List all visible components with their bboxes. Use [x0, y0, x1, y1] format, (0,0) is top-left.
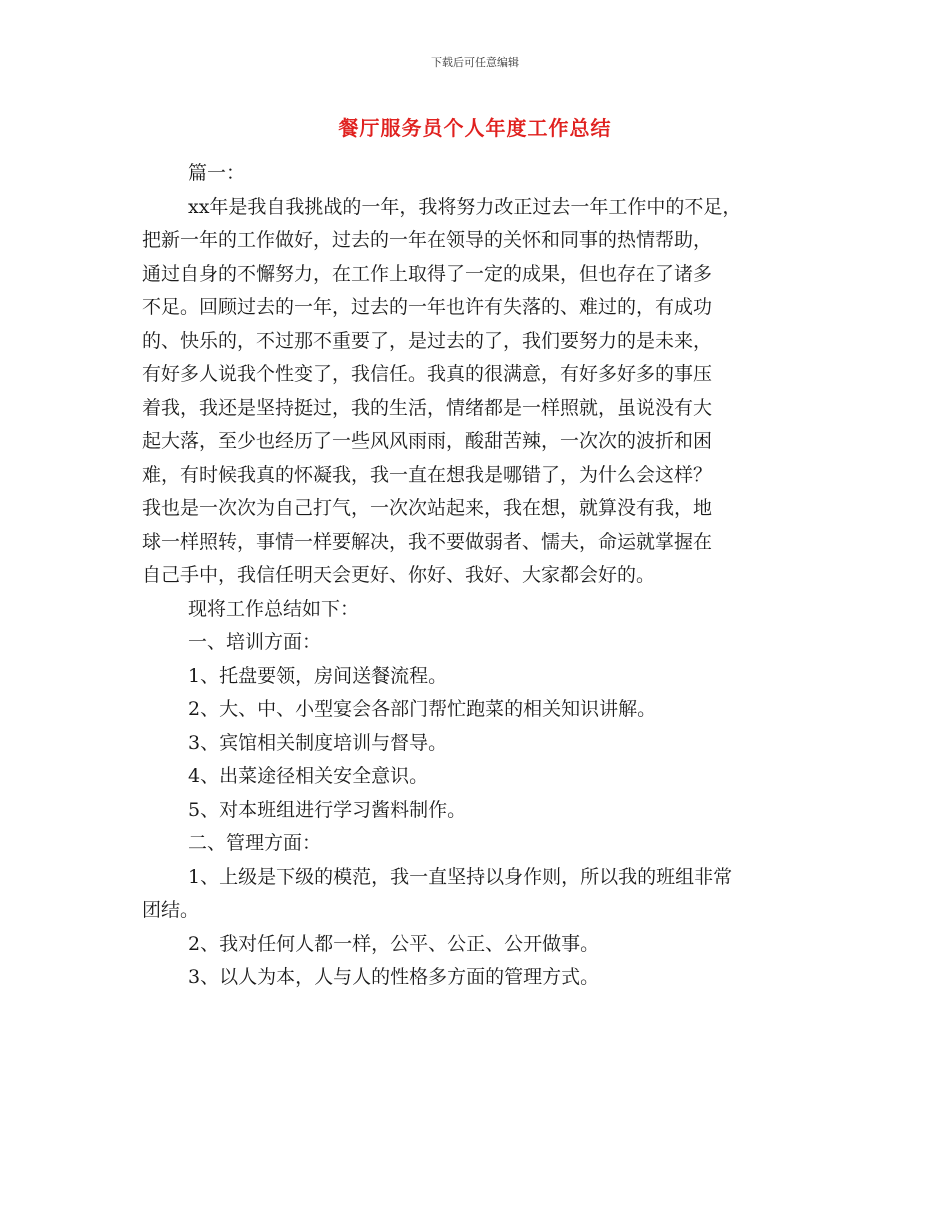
paragraph-line: 的、快乐的，不过那不重要了，是过去的了，我们要努力的是未来，	[142, 329, 713, 352]
section-heading-management: 二、管理方面：	[188, 832, 322, 854]
paragraph-line: 起大落，至少也经历了一些风风雨雨，酸甜苦辣，一次次的波折和困	[142, 430, 713, 452]
paragraph-line: 着我，我还是坚持挺过，我的生活，情绪都是一样照就，虽说没有大	[142, 396, 713, 419]
page-header-note: 下载后可任意编辑	[431, 56, 519, 69]
paragraph-line: 自己手中，我信任明天会更好、你好、我好、大家都会好的。	[142, 564, 656, 586]
paragraph-line: 球一样照转，事情一样要解决，我不要做弱者、懦夫，命运就掌握在	[142, 530, 713, 553]
document-body	[142, 157, 822, 995]
section-heading-training: 一、培训方面：	[188, 631, 322, 653]
paragraph-line: xx年是我自我挑战的一年，我将努力改正过去一年工作中的不足，	[188, 195, 742, 218]
summary-intro: 现将工作总结如下：	[188, 597, 360, 620]
section-label: 篇一：	[188, 162, 246, 184]
list-item: 4、出菜途径相关安全意识。	[188, 765, 429, 787]
list-item: 1、上级是下级的模范，我一直坚持以身作则，所以我的班组非常	[188, 865, 733, 888]
list-item: 2、我对任何人都一样，公平、公正、公开做事。	[188, 932, 600, 955]
paragraph-line: 我也是一次次为自己打气，一次次站起来，我在想，就算没有我，地	[142, 497, 713, 519]
list-item: 2、大、中、小型宴会各部门帮忙跑菜的相关知识讲解。	[188, 698, 657, 720]
list-item: 5、对本班组进行学习酱料制作。	[188, 798, 467, 821]
paragraph-line: 不足。回顾过去的一年，过去的一年也许有失落的、难过的，有成功	[142, 296, 713, 318]
list-item: 3、以人为本，人与人的性格多方面的管理方式。	[188, 966, 600, 988]
paragraph-line: 有好多人说我个性变了，我信任。我真的很满意，有好多好多的事压	[142, 363, 713, 385]
list-item: 1、托盘要领，房间送餐流程。	[188, 664, 448, 687]
paragraph-line: 难，有时候我真的怀凝我，我一直在想我是哪错了，为什么会这样？	[142, 463, 713, 486]
paragraph-line: 把新一年的工作做好，过去的一年在领导的关怀和同事的热情帮助，	[142, 229, 713, 251]
document-title: 餐厅服务员个人年度工作总结	[338, 116, 612, 140]
list-item-continuation: 团结。	[142, 899, 200, 921]
paragraph-line: 通过自身的不懈努力，在工作上取得了一定的成果，但也存在了诸多	[142, 262, 713, 285]
list-item: 3、宾馆相关制度培训与督导。	[188, 731, 448, 754]
